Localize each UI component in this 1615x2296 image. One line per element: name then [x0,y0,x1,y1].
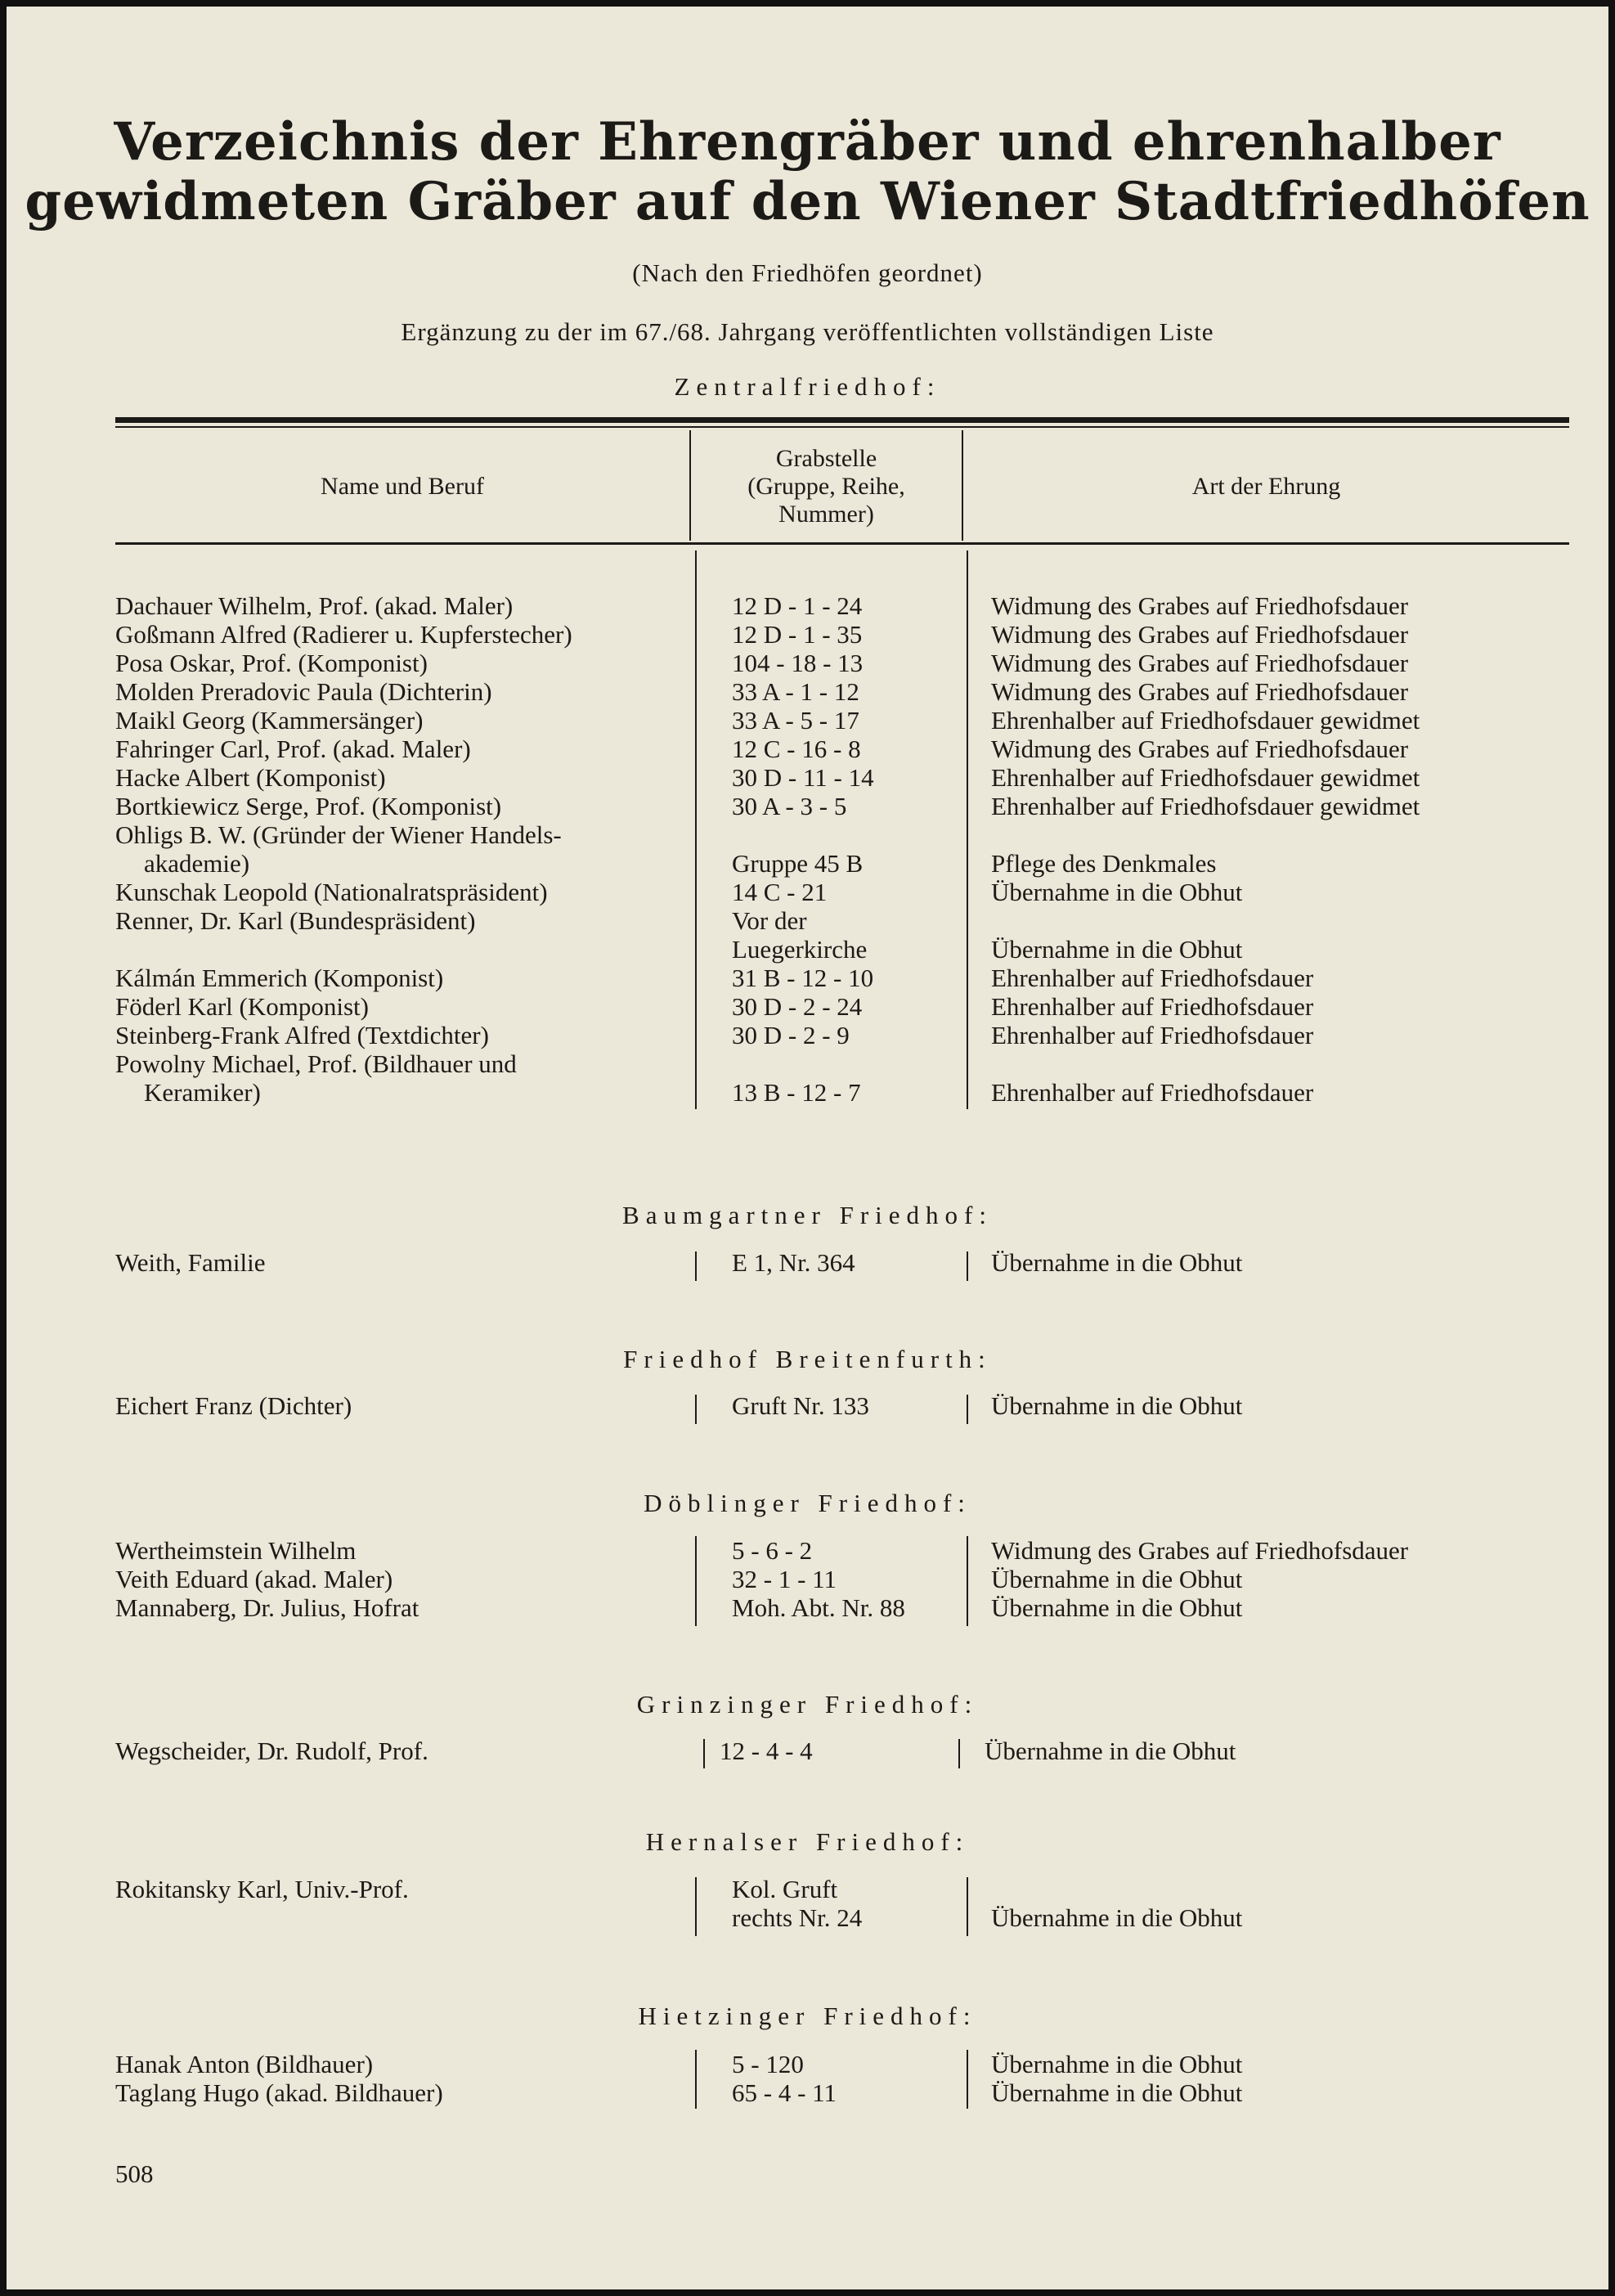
name-cell: Hanak Anton (Bildhauer) [115,2050,374,2078]
cemetery-heading-grinzinger: Grinzinger Friedhof: [636,1690,979,1719]
table-row [7,992,1608,1021]
grave-cell: Luegerkirche [732,935,868,964]
table-row [7,964,1608,992]
name-cell: Eichert Franz (Dichter) [115,1391,352,1420]
page-number: 508 [115,2159,154,2188]
subtitle: (Nach den Friedhöfen geordnet) [632,258,983,287]
grave-cell: 33 A - 5 - 17 [732,706,859,735]
grave-cell: 5 - 120 [732,2050,804,2078]
cemetery-heading-hernalser: Hernalser Friedhof: [645,1827,970,1856]
cemetery-heading-doeblinger: Döblinger Friedhof: [644,1489,971,1517]
table-row [7,935,1608,964]
grave-cell: 12 C - 16 - 8 [732,735,861,763]
grave-cell: 32 - 1 - 11 [732,1565,837,1593]
table-row [7,2050,1608,2078]
table-row [7,649,1608,677]
grave-cell: Kol. Gruft [732,1875,838,1903]
name-cell: Keramiker) [144,1078,261,1107]
table-row [7,1875,1608,1903]
grave-cell: 12 D - 1 - 35 [732,620,863,649]
name-cell: Hacke Albert (Komponist) [115,763,386,792]
honor-cell: Übernahme in die Obhut [991,1248,1243,1277]
grave-cell: Gruft Nr. 133 [732,1391,869,1420]
honor-cell: Übernahme in die Obhut [991,1593,1243,1622]
name-cell: Mannaberg, Dr. Julius, Hofrat [115,1593,419,1622]
column-header-name: Name und Beruf [321,473,484,500]
cemetery-heading-breitenfurth: Friedhof Breitenfurth: [623,1345,992,1373]
table-row [7,2078,1608,2107]
name-cell: Renner, Dr. Karl (Bundespräsident) [115,906,476,935]
name-cell: Ohligs B. W. (Gründer der Wiener Handels- [115,820,562,849]
table-row [7,820,1608,849]
table-row [7,706,1608,735]
honor-cell: Ehrenhalber auf Friedhofsdauer gewidmet [991,763,1420,792]
name-cell: Taglang Hugo (akad. Bildhauer) [115,2078,443,2107]
table-row [7,1737,1608,1765]
honor-cell: Widmung des Grabes auf Friedhofsdauer [991,677,1409,706]
table-row [7,1593,1608,1622]
table-row [7,1391,1608,1420]
table-row [7,1049,1608,1078]
table-row [7,1565,1608,1593]
grave-cell: Vor der [732,906,807,935]
grave-cell: 30 A - 3 - 5 [732,792,847,820]
honor-cell: Übernahme in die Obhut [991,1565,1243,1593]
honor-cell: Ehrenhalber auf Friedhofsdauer [991,964,1314,992]
honor-cell: Widmung des Grabes auf Friedhofsdauer [991,620,1409,649]
grave-cell: 30 D - 2 - 24 [732,992,863,1021]
table-row [7,792,1608,820]
grave-cell: 33 A - 1 - 12 [732,677,859,706]
honor-cell: Ehrenhalber auf Friedhofsdauer [991,1078,1314,1107]
supplement-note: Ergänzung zu der im 67./68. Jahrgang veröffentlichten vollständigen Liste [401,317,1214,346]
table-row [7,878,1608,906]
table-row [7,1248,1608,1277]
table-row [7,763,1608,792]
table-row [7,1903,1608,1932]
document-page [7,7,1608,2289]
grave-cell: E 1, Nr. 364 [732,1248,855,1277]
grave-cell: 5 - 6 - 2 [732,1536,813,1565]
name-cell: Steinberg-Frank Alfred (Textdichter) [115,1021,489,1049]
grave-cell: 31 B - 12 - 10 [732,964,874,992]
grave-cell: Gruppe 45 B [732,849,864,878]
honor-cell: Übernahme in die Obhut [991,878,1243,906]
honor-cell: Pflege des Denkmales [991,849,1217,878]
grave-cell: 30 D - 11 - 14 [732,763,874,792]
column-header-honor: Art der Ehrung [1191,473,1341,500]
grave-cell: 12 - 4 - 4 [720,1737,813,1765]
cemetery-heading-baumgartner: Baumgartner Friedhof: [622,1201,993,1229]
table-row [7,1021,1608,1049]
title-line-1: Verzeichnis der Ehrengräber und ehrenhalber [114,111,1501,173]
table-row [7,906,1608,935]
honor-cell: Übernahme in die Obhut [991,1391,1243,1420]
title-line-2: gewidmeten Gräber auf den Wiener Stadtfriedhöfen [25,171,1590,232]
name-cell: Molden Preradovic Paula (Dichterin) [115,677,492,706]
honor-cell: Widmung des Grabes auf Friedhofsdauer [991,735,1409,763]
header-rule-thick [115,417,1569,423]
name-cell: Kálmán Emmerich (Komponist) [115,964,444,992]
table-row [7,1536,1608,1565]
name-cell: Fahringer Carl, Prof. (akad. Maler) [115,735,471,763]
header-rule-bottom [115,542,1569,545]
column-header-grave-3: Nummer) [778,501,874,528]
honor-cell: Übernahme in die Obhut [991,935,1243,964]
grave-cell: 104 - 18 - 13 [732,649,864,677]
honor-cell: Widmung des Grabes auf Friedhofsdauer [991,649,1409,677]
name-cell: Posa Oskar, Prof. (Komponist) [115,649,428,677]
grave-cell: rechts Nr. 24 [732,1903,863,1932]
column-header-grave-1: Grabstelle [775,445,877,472]
honor-cell: Ehrenhalber auf Friedhofsdauer [991,1021,1314,1049]
header-rule-thin [115,426,1569,428]
name-cell: Dachauer Wilhelm, Prof. (akad. Maler) [115,591,514,620]
table-row [7,849,1608,878]
grave-cell: 14 C - 21 [732,878,828,906]
grave-cell: Moh. Abt. Nr. 88 [732,1593,905,1622]
name-cell: Bortkiewicz Serge, Prof. (Komponist) [115,792,502,820]
grave-cell: 30 D - 2 - 9 [732,1021,850,1049]
name-cell: Weith, Familie [115,1248,266,1277]
honor-cell: Widmung des Grabes auf Friedhofsdauer [991,591,1409,620]
grave-cell: 12 D - 1 - 24 [732,591,863,620]
name-cell: Wegscheider, Dr. Rudolf, Prof. [115,1737,428,1765]
honor-cell: Ehrenhalber auf Friedhofsdauer [991,992,1314,1021]
honor-cell: Ehrenhalber auf Friedhofsdauer gewidmet [991,706,1420,735]
honor-cell: Übernahme in die Obhut [985,1737,1236,1765]
grave-cell: 65 - 4 - 11 [732,2078,837,2107]
table-row [7,620,1608,649]
name-cell: Powolny Michael, Prof. (Bildhauer und [115,1049,517,1078]
name-cell: Kunschak Leopold (Nationalratspräsident) [115,878,548,906]
honor-cell: Übernahme in die Obhut [991,1903,1243,1932]
table-row [7,591,1608,620]
name-cell: Wertheimstein Wilhelm [115,1536,357,1565]
name-cell: Veith Eduard (akad. Maler) [115,1565,393,1593]
cemetery-heading-zentral: Zentralfriedhof: [674,372,941,401]
table-row [7,735,1608,763]
honor-cell: Übernahme in die Obhut [991,2078,1243,2107]
column-header-grave-2: (Gruppe, Reihe, [747,473,905,500]
table-row [7,1078,1608,1107]
name-cell: Maikl Georg (Kammersänger) [115,706,424,735]
honor-cell: Übernahme in die Obhut [991,2050,1243,2078]
name-cell: akademie) [144,849,250,878]
name-cell: Föderl Karl (Komponist) [115,992,369,1021]
honor-cell: Widmung des Grabes auf Friedhofsdauer [991,1536,1409,1565]
name-cell: Rokitansky Karl, Univ.-Prof. [115,1875,409,1903]
table-row [7,677,1608,706]
name-cell: Goßmann Alfred (Radierer u. Kupferstecher) [115,620,572,649]
cemetery-heading-hietzinger: Hietzinger Friedhof: [638,2002,977,2030]
grave-cell: 13 B - 12 - 7 [732,1078,861,1107]
honor-cell: Ehrenhalber auf Friedhofsdauer gewidmet [991,792,1420,820]
